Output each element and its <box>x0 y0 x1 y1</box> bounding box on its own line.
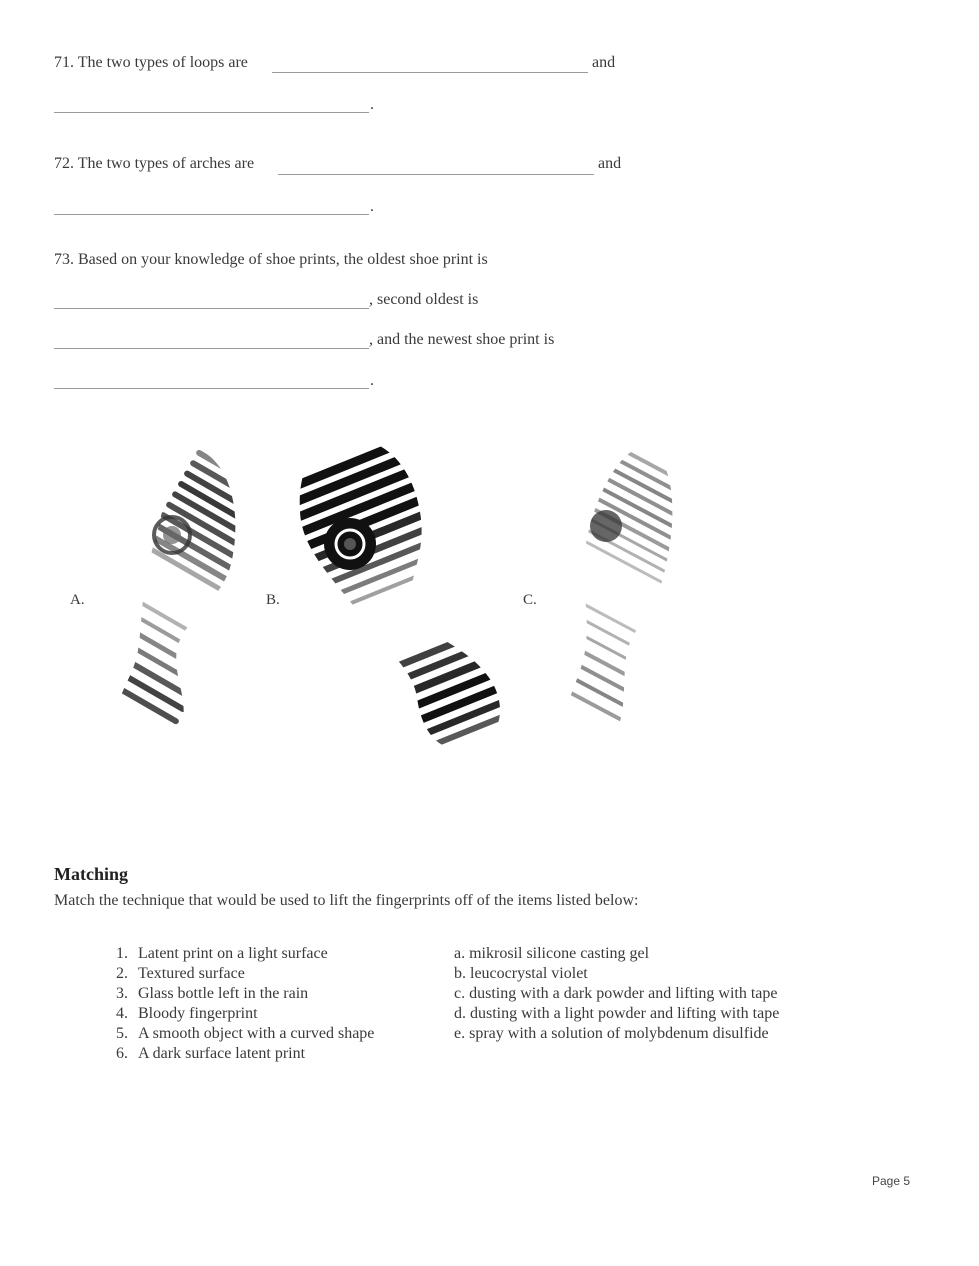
q71-text: 71. The two types of loops are <box>54 54 248 71</box>
list-item: 1. Latent print on a light surface <box>116 945 328 962</box>
q72-blank-1[interactable] <box>278 174 594 175</box>
shoe-print-c-image <box>548 438 688 758</box>
matching-techniques-list <box>454 944 779 1044</box>
matching-instructions: Match the technique that would be used to lift the fingerprints off of the items listed below: <box>54 892 639 909</box>
list-item: 2. Textured surface <box>116 965 245 982</box>
q72-period: . <box>370 198 374 215</box>
matching-items-list <box>100 944 374 1064</box>
page-number: Page 5 <box>872 1174 911 1188</box>
q73-blank-oldest[interactable] <box>54 308 369 309</box>
technique-item: a. mikrosil silicone casting gel <box>454 945 650 962</box>
q73-blank-newest[interactable] <box>54 388 369 389</box>
print-label-c: C. <box>523 592 537 608</box>
q72-and: and <box>598 155 622 172</box>
technique-item: d. dusting with a light powder and lifting with tape <box>454 1005 780 1022</box>
print-label-b: B. <box>266 592 280 608</box>
shoe-print-b-image <box>292 432 522 752</box>
q71-and: and <box>592 54 616 71</box>
q73-newest-text: , and the newest shoe print is <box>369 331 555 348</box>
print-label-a: A. <box>70 592 85 608</box>
q72-text: 72. The two types of arches are <box>54 155 255 172</box>
q73-period: . <box>370 372 374 389</box>
technique-item: b. leucocrystal violet <box>454 965 588 982</box>
shoe-print-a-image <box>100 440 260 760</box>
q73-text: 73. Based on your knowledge of shoe prints, the oldest shoe print is <box>54 251 488 268</box>
list-item: 4. Bloody fingerprint <box>116 1005 258 1022</box>
matching-title: Matching <box>54 864 128 884</box>
q73-second-text: , second oldest is <box>369 291 479 308</box>
list-item: 6. A dark surface latent print <box>116 1045 306 1062</box>
technique-item: e. spray with a solution of molybdenum disulfide <box>454 1025 769 1042</box>
list-item: 3. Glass bottle left in the rain <box>116 985 309 1002</box>
list-item: 5. A smooth object with a curved shape <box>116 1025 375 1042</box>
q71-blank-2[interactable] <box>54 112 369 113</box>
q73-blank-second[interactable] <box>54 348 369 349</box>
technique-item: c. dusting with a dark powder and lifting with tape <box>454 985 778 1002</box>
q71-period: . <box>370 96 374 113</box>
q72-blank-2[interactable] <box>54 214 369 215</box>
q71-blank-1[interactable] <box>272 72 588 73</box>
